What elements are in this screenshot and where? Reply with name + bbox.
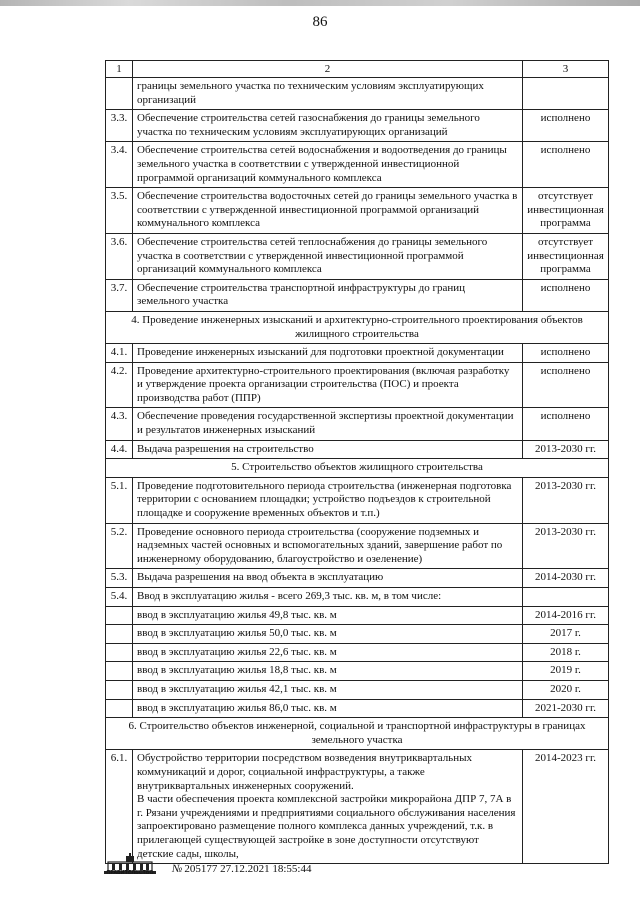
- table-row: [106, 142, 609, 188]
- footer: [100, 848, 620, 888]
- table-row: [106, 662, 609, 681]
- item-description: Обеспечение строительства сетей водоснабжения и водоотведения до границы земельного участка в соответствии с утвержденной инвестиционной программой организаций коммунального комплекса: [133, 142, 523, 188]
- number-sign: №: [172, 863, 183, 875]
- item-status: [523, 588, 609, 607]
- item-description: Проведение инженерных изысканий для подготовки проектной документации: [133, 344, 523, 363]
- item-number: 3.5.: [106, 188, 133, 234]
- table-row: [106, 78, 609, 110]
- item-description: Проведение подготовительного периода строительства (инженерная подготовка территории с основанием площадки; устройство подъездов к строительной площадке и сооружение временных объектов и т.п.): [133, 477, 523, 523]
- item-number: 5.2.: [106, 523, 133, 569]
- table-row: [106, 699, 609, 718]
- table-row: [106, 625, 609, 644]
- item-number: 5.4.: [106, 588, 133, 607]
- item-description: Выдача разрешения на строительство: [133, 440, 523, 459]
- header-col-3: 3: [523, 61, 609, 78]
- item-status: отсутствует инвестиционная программа: [523, 188, 609, 234]
- section-row: [106, 459, 609, 478]
- item-description: Ввод в эксплуатацию жилья - всего 269,3 тыс. кв. м, в том числе:: [133, 588, 523, 607]
- table-row: [106, 680, 609, 699]
- item-description: ввод в эксплуатацию жилья 42,1 тыс. кв. м: [133, 680, 523, 699]
- item-status: 2013-2030 гг.: [523, 523, 609, 569]
- item-status: 2014-2023 гг.: [523, 750, 609, 864]
- item-number: [106, 699, 133, 718]
- item-number: 3.6.: [106, 233, 133, 279]
- header-col-1: 1: [106, 61, 133, 78]
- item-status: исполнено: [523, 362, 609, 408]
- item-description: ввод в эксплуатацию жилья 86,0 тыс. кв. м: [133, 699, 523, 718]
- item-status: исполнено: [523, 110, 609, 142]
- table-row: [106, 110, 609, 142]
- table-row: [106, 606, 609, 625]
- item-number: 6.1.: [106, 750, 133, 864]
- table-row: [106, 643, 609, 662]
- item-status: исполнено: [523, 408, 609, 440]
- item-number: 4.3.: [106, 408, 133, 440]
- item-number: 4.2.: [106, 362, 133, 408]
- section-row: [106, 718, 609, 750]
- item-number: 4.1.: [106, 344, 133, 363]
- item-number: 3.4.: [106, 142, 133, 188]
- registration-stamp: [172, 863, 312, 875]
- item-number: 3.3.: [106, 110, 133, 142]
- plan-table-body: [106, 61, 609, 864]
- item-status: 2018 г.: [523, 643, 609, 662]
- item-number: 3.7.: [106, 279, 133, 311]
- item-number: [106, 643, 133, 662]
- item-number: 5.3.: [106, 569, 133, 588]
- item-status: 2020 г.: [523, 680, 609, 699]
- logo-caption: ПРАВИТЕЛЬСТВО: [106, 870, 154, 876]
- item-status: [523, 78, 609, 110]
- item-description: Выдача разрешения на ввод объекта в эксплуатацию: [133, 569, 523, 588]
- item-description: Проведение основного периода строительства (сооружение подземных и надземных частей основных и вспомогательных зданий, завершение работ по инженерному оборудованию, благоустройство и озеленение): [133, 523, 523, 569]
- table-row: [106, 750, 609, 864]
- item-status: исполнено: [523, 279, 609, 311]
- item-status: 2014-2016 гг.: [523, 606, 609, 625]
- item-number: [106, 78, 133, 110]
- item-number: [106, 680, 133, 699]
- item-number: [106, 662, 133, 681]
- section-title: 5. Строительство объектов жилищного строительства: [106, 459, 609, 478]
- item-status: 2014-2030 гг.: [523, 569, 609, 588]
- item-description: ввод в эксплуатацию жилья 18,8 тыс. кв. м: [133, 662, 523, 681]
- item-status: исполнено: [523, 344, 609, 363]
- item-number: 5.1.: [106, 477, 133, 523]
- item-status: 2021-2030 гг.: [523, 699, 609, 718]
- item-description: ввод в эксплуатацию жилья 50,0 тыс. кв. м: [133, 625, 523, 644]
- table-row: [106, 362, 609, 408]
- item-description: Проведение архитектурно-строительного проектирования (включая разработку и утверждение проекта организации строительства (ПОС) и проекта производства работ (ППР): [133, 362, 523, 408]
- table-row: [106, 588, 609, 607]
- table-row: [106, 477, 609, 523]
- item-status: 2013-2030 гг.: [523, 440, 609, 459]
- item-description: Обустройство территории посредством возведения внутриквартальных коммуникаций и дорог, социальной инфраструктуры, а также внутриквартальных инженерных сооружений. В части обеспечения проекта комплексной застройки микрорайона ДПР 7, 7А в г. Рязани учреждениями и предприятиями социального обслуживания населения запроектировано размещение полного комплекса данных учреждений, т.к. в прилегающей существующей застройке в зоне доступности отсутствуют детские сады, школы,: [133, 750, 523, 864]
- item-number: [106, 625, 133, 644]
- item-status: 2019 г.: [523, 662, 609, 681]
- item-number: [106, 606, 133, 625]
- scan-top-edge: [0, 0, 640, 6]
- section-row: [106, 311, 609, 343]
- item-status: 2013-2030 гг.: [523, 477, 609, 523]
- item-description: ввод в эксплуатацию жилья 49,8 тыс. кв. м: [133, 606, 523, 625]
- table-row: [106, 523, 609, 569]
- table-header-row: [106, 61, 609, 78]
- page-number: 86: [312, 14, 328, 30]
- item-status: исполнено: [523, 142, 609, 188]
- item-status: 2017 г.: [523, 625, 609, 644]
- item-description: Обеспечение строительства сетей теплоснабжения до границы земельного участка в соответствии с утвержденной инвестиционной программой организаций коммунального комплекса: [133, 233, 523, 279]
- table-row: [106, 233, 609, 279]
- item-description: Обеспечение строительства сетей газоснабжения до границы земельного участка по техническим условиям эксплуатирующих организаций: [133, 110, 523, 142]
- item-description: ввод в эксплуатацию жилья 22,6 тыс. кв. м: [133, 643, 523, 662]
- section-title: 6. Строительство объектов инженерной, социальной и транспортной инфраструктуры в границах земельного участка: [106, 718, 609, 750]
- table-row: [106, 188, 609, 234]
- registration-number-date: 205177 27.12.2021 18:55:44: [184, 863, 312, 875]
- table-row: [106, 408, 609, 440]
- table-row: [106, 344, 609, 363]
- item-description: границы земельного участка по техническим условиям эксплуатирующих организаций: [133, 78, 523, 110]
- table-row: [106, 440, 609, 459]
- table-row: [106, 569, 609, 588]
- section-title: 4. Проведение инженерных изысканий и архитектурно-строительного проектирования объектов жилищного строительства: [106, 311, 609, 343]
- table-row: [106, 279, 609, 311]
- item-description: Обеспечение строительства транспортной инфраструктуры до границ земельного участка: [133, 279, 523, 311]
- plan-table: [105, 60, 609, 864]
- item-number: 4.4.: [106, 440, 133, 459]
- item-status: отсутствует инвестиционная программа: [523, 233, 609, 279]
- header-col-2: 2: [133, 61, 523, 78]
- item-description: Обеспечение проведения государственной экспертизы проектной документации и результатов инженерных изысканий: [133, 408, 523, 440]
- item-description: Обеспечение строительства водосточных сетей до границы земельного участка в соответствии с утвержденной инвестиционной программой организаций коммунального комплекса: [133, 188, 523, 234]
